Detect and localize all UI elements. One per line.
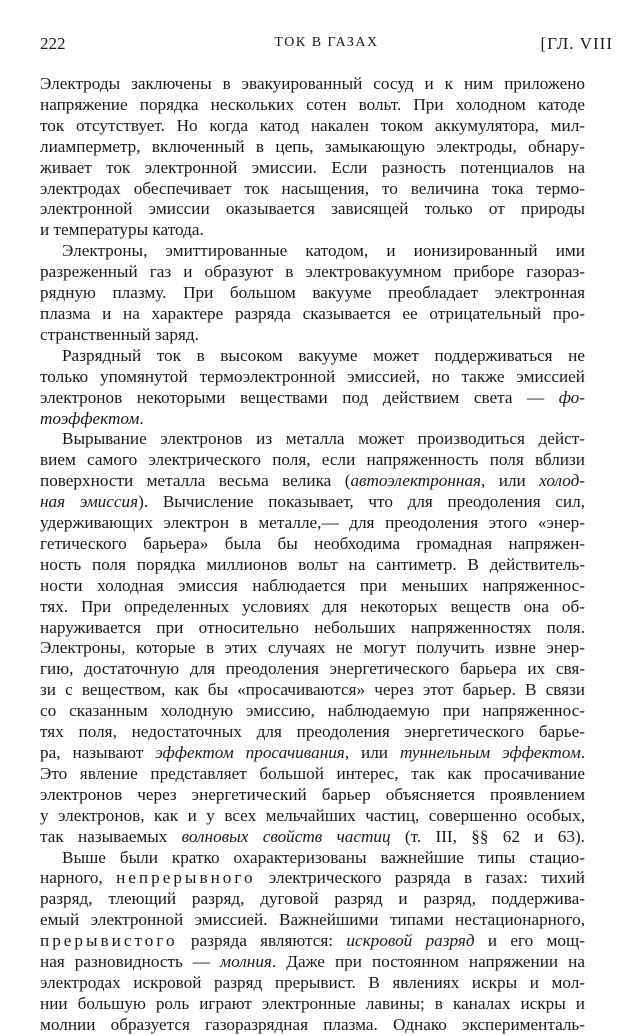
text-line: ности холодная эмиссия наблюдается при меньших напряженнос- — [40, 575, 585, 595]
italic-term: эффектом просачивания — [155, 743, 345, 762]
text-run: электронов некоторыми веществами под действием света — — [40, 387, 559, 407]
text-line: Электроны, которые в этих случаях не могут получить извне энер- — [40, 638, 585, 658]
text-line: Разрядный ток в высоком вакууме может поддерживаться не — [62, 345, 585, 365]
text-line: напряжение порядка нескольких сотен вольт. При холодном катоде — [40, 94, 585, 114]
page-number: 222 — [40, 34, 66, 53]
text-line: тях поля, недостаточных для преодоления энергетического барье- — [40, 722, 585, 742]
text-line — [40, 931, 585, 952]
text-line: со сказанным холодную эмиссию, наблюдаемую при напряженнос- — [40, 701, 585, 721]
paragraph — [40, 74, 585, 241]
text-line: плазма и на характере разряда сказывается ее отрицательный про- — [40, 303, 585, 323]
text-run: ). Вычисление показывает, что для преодоления сил, — [138, 492, 585, 512]
text-run: . Даже при постоянном напряжении на — [271, 952, 585, 972]
paragraph — [40, 241, 585, 346]
text-line: разряд, тлеющий разряд, дуговой разряд и разряд, поддержива- — [40, 889, 585, 909]
page-header — [40, 34, 613, 58]
text-line: гию, достаточную для преодоления энергетического барьера их свя- — [40, 659, 585, 679]
text-run: и его мощ- — [474, 931, 585, 951]
text-line: электродах обеспечивает ток насыщения, то величина тока термо- — [40, 178, 585, 198]
text-line: удерживающих электрон в металле,— для преодоления этого «энер- — [40, 513, 585, 533]
italic-term: молния — [220, 952, 272, 972]
text-run: , или — [481, 471, 540, 491]
italic-term: автоэлектронная — [350, 471, 482, 491]
text-line — [40, 952, 585, 973]
text-line: молнии образуется газоразрядная плазма. Однако эксперименталь- — [40, 1014, 585, 1034]
text-line: у электронов, как и у всех мельчайших частиц, совершенно особых, — [40, 805, 585, 825]
italic-term: волновых свойств частиц — [181, 826, 391, 846]
text-line — [40, 388, 585, 409]
text-line — [40, 471, 585, 492]
spaced-term: непрерывного — [116, 868, 256, 888]
text-line — [40, 409, 585, 430]
text-run: ная разновидность — — [40, 952, 221, 972]
text-line: ность поля порядка миллионов вольт на сантиметр. В действитель- — [40, 554, 585, 574]
text-line — [40, 827, 585, 848]
text-run: ра, называют — [40, 743, 156, 762]
text-line: вием самого электрического поля, если напряженность поля вблизи — [40, 450, 585, 470]
italic-term: фо- — [558, 387, 585, 407]
paragraph — [40, 429, 585, 847]
italic-term: искровой разряд — [346, 931, 475, 951]
text-line: электронов через энергетический барьер объясняется проявлением — [40, 784, 585, 804]
text-run: поверхности металла весьма велика ( — [40, 471, 351, 491]
text-run: электрического разряда в газах: тихий — [255, 868, 585, 888]
text-line: тях. При определенных условиях для некоторых веществ она об- — [40, 596, 585, 616]
text-line: Электроды заключены в эвакуированный сосуд и к ним приложено — [40, 74, 585, 93]
text-run: . — [139, 408, 144, 428]
text-line — [40, 868, 585, 889]
text-line: емый электронной эмиссией. Важнейшими типами нестационарного, — [40, 910, 585, 930]
text-line: лиамперметр, включенный в цепь, замыкающую электроды, обнару- — [40, 136, 585, 156]
text-line: Выше были кратко охарактеризованы важнейшие типы стацио- — [62, 847, 585, 867]
text-run: так называемых — [40, 826, 182, 846]
text-line: только упомянутой термоэлектронной эмиссией, но также эмиссией — [40, 366, 585, 386]
text-line: странственный заряд. — [40, 324, 199, 344]
paragraph — [40, 346, 585, 430]
italic-term: туннельным эффектом — [399, 743, 581, 762]
text-line: Вырывание электронов из металла может производиться дейст- — [62, 429, 585, 449]
text-line — [40, 743, 585, 764]
italic-term: тоэффектом — [40, 408, 140, 428]
text-line: зи с веществом, как бы «просачиваются» через этот барьер. В связи — [40, 680, 585, 700]
text-line: электродах искровой разряд прерывист. В явлениях искры и мол- — [40, 972, 585, 992]
italic-term: холод- — [539, 471, 585, 491]
text-line: ток отсутствует. Но когда катод накален током аккумулятора, мил- — [40, 115, 585, 135]
text-run: (т. III, §§ 62 и 63). — [390, 826, 585, 846]
text-line: разреженный газ и образуют в электровакуумном приборе газораз- — [40, 262, 585, 282]
paragraph — [40, 848, 585, 1036]
text-line: и температуры катода. — [40, 220, 204, 240]
chapter-label: [ГЛ. VIII — [540, 34, 613, 53]
running-title: ТОК В ГАЗАХ — [274, 35, 379, 50]
text-line: электронной эмиссии оказывается зависящей только от природы — [40, 199, 585, 219]
text-line: Электроны, эмиттированные катодом, и ионизированный ими — [62, 241, 585, 261]
text-line: Это явление представляет большой интерес, так как просачивание — [40, 763, 585, 783]
page-body — [40, 74, 585, 1036]
italic-term: ная эмиссия — [40, 492, 139, 512]
text-line: гетического барьера» была бы необходима громадная напряжен- — [40, 533, 585, 553]
text-line: наруживается при относительно небольших напряженностях поля. — [40, 617, 585, 637]
text-run: , или — [344, 743, 400, 762]
text-line: нии большую роль играют электронные лавины; в каналах искры и — [40, 993, 585, 1013]
text-run: нарного, — [40, 868, 117, 888]
text-line: рядную плазму. При большом вакууме преобладает электронная — [40, 283, 585, 303]
text-line — [40, 492, 585, 513]
spaced-term: прерывистого — [40, 931, 178, 951]
text-run: разряда являются: — [177, 931, 347, 951]
text-line: живает ток электронной эмиссии. Если разность потенциалов на — [40, 157, 585, 177]
text-run: . — [580, 743, 585, 762]
